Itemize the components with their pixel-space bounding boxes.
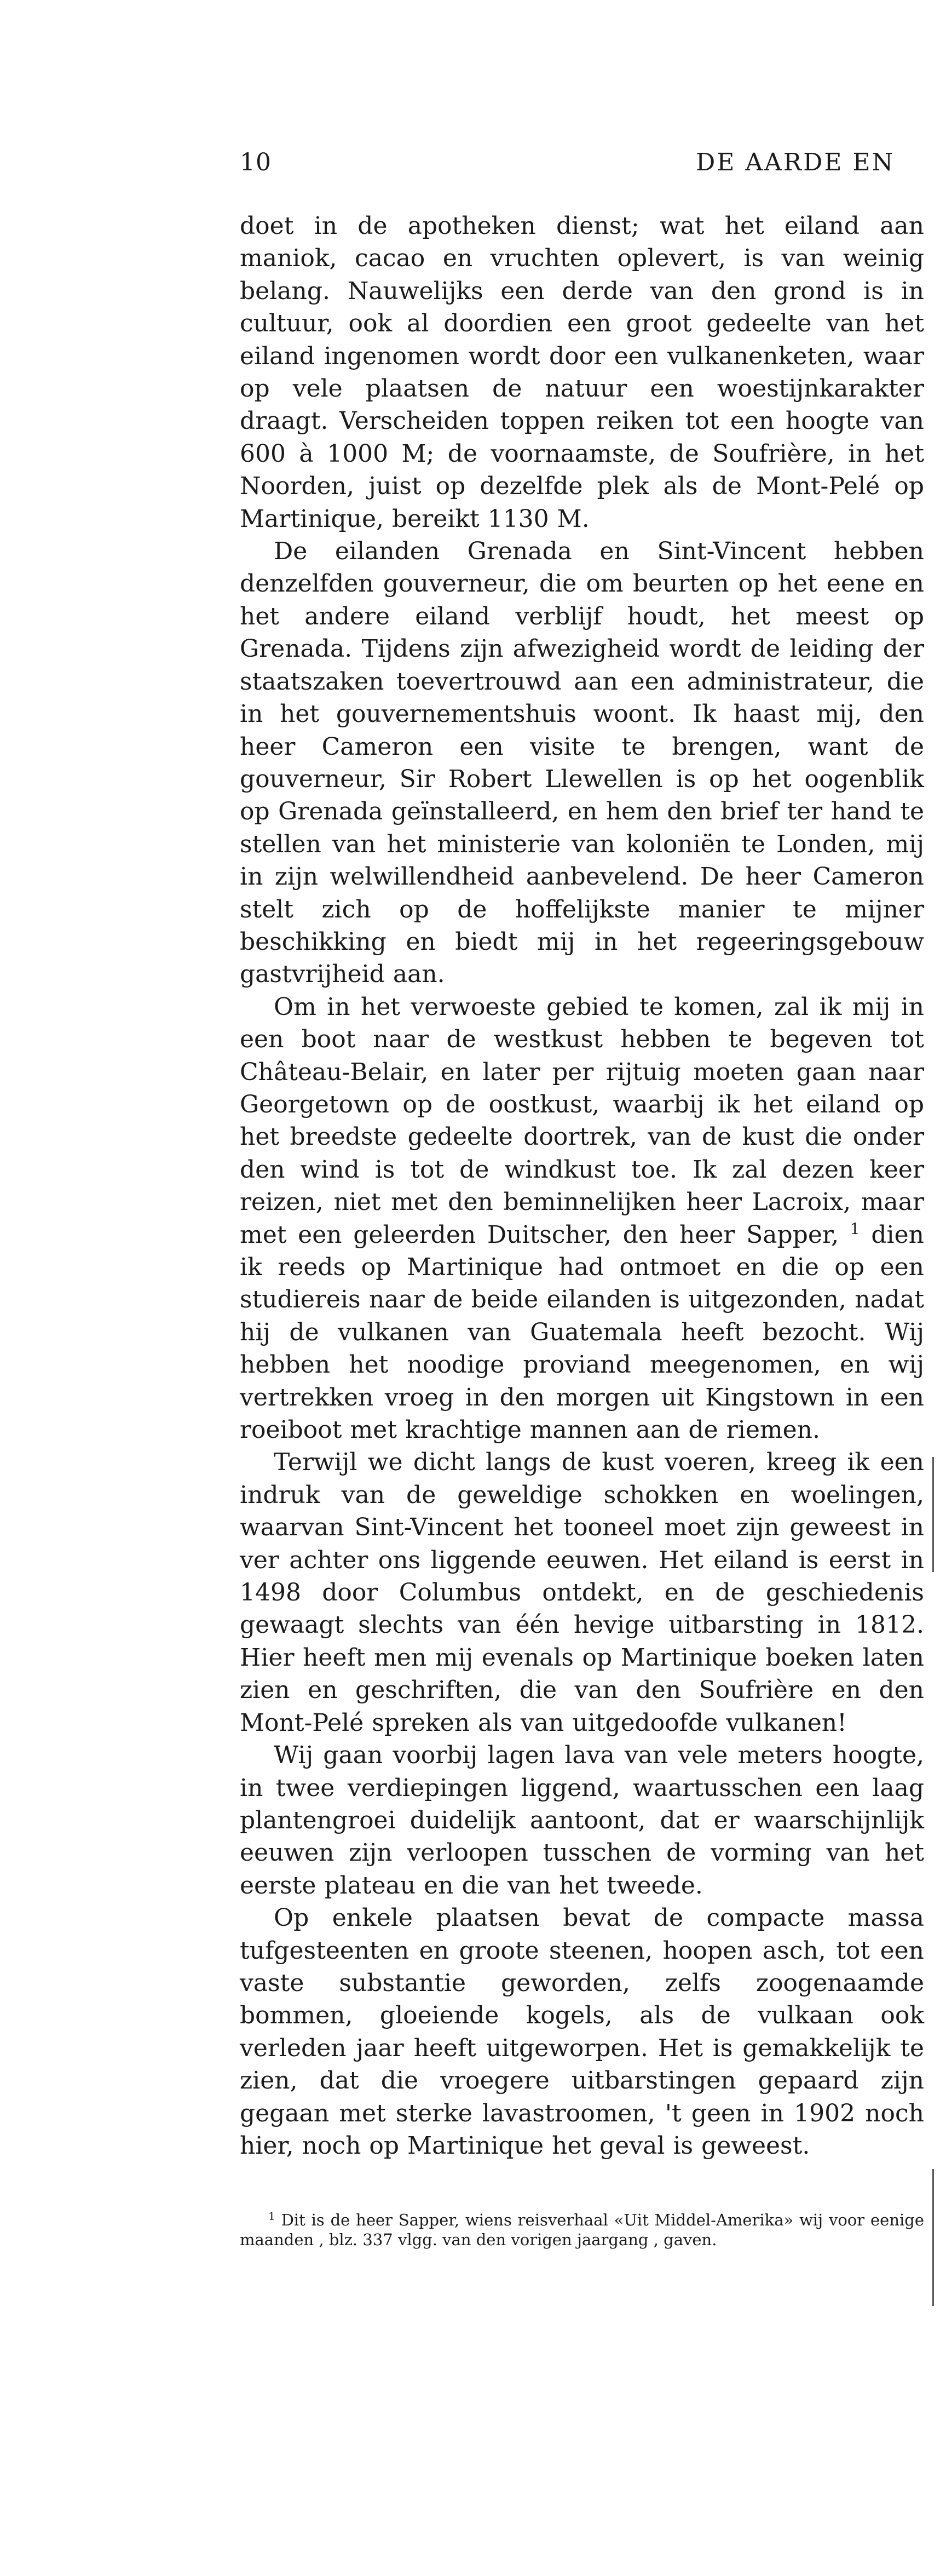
paragraph-3 xyxy=(240,991,924,1447)
margin-line-upper xyxy=(932,1457,934,1572)
running-head: DE AARDE EN xyxy=(696,148,895,176)
paragraph-5: Wij gaan voorbij lagen lava van vele meters hoogte, in twee verdiepingen liggend, waartusschen een laag plantengroei duidelijk aantoont, dat er waarschijnlijk eeuwen zijn verloopen tusschen de vorming van het eerste plateau en die van het tweede. xyxy=(240,1741,924,1900)
footnote xyxy=(240,2210,924,2250)
paragraph-3-text: Om in het verwoeste gebied te komen, zal ik mij in een boot naar de westkust hebben te begeven tot Château-Belair, en later per rijtuig moeten gaan naar Georgetown op de oostkust, waarbij ik het eiland op het breedste gedeelte doortrek, van de kust die onder den wind is tot de windkust toe. Ik zal dezen keer reizen, niet met den beminnelijken heer Lacroix, maar met een geleerden Duitscher, den heer Sapper, xyxy=(240,992,924,1249)
paragraph-4: Terwijl we dicht langs de kust voeren, kreeg ik een indruk van de geweldige schokken en woelingen, waarvan Sint-Vincent het tooneel moet zijn geweest in ver achter ons liggende eeuwen. Het eiland is eerst in 1498 door Columbus ontdekt, en de geschiedenis gewaagt slechts van één hevige uitbarsting in 1812. Hier heeft men mij evenals op Martinique boeken laten zien en geschriften, die van den Soufrière en den Mont-Pelé spreken als van uitgedoofde vulkanen! xyxy=(240,1448,924,1737)
page-number: 10 xyxy=(240,148,272,176)
paragraph-3-continuation: dien ik reeds op Martinique had ontmoet en die op een studiereis naar de beide eilanden is uitgezonden, nadat hij de vulkanen van Guatemala heeft bezocht. Wij hebben het noodige proviand meegenomen, en wij vertrekken vroeg in den morgen uit Kingstown in een roeiboot met krachtige mannen aan de riemen. xyxy=(240,1220,924,1444)
footnote-mark: 1 xyxy=(268,2210,275,2223)
paragraph-2: De eilanden Grenada en Sint-Vincent hebben denzelfden gouverneur, die om beurten op het eene en het andere eiland verblijf houdt, het meest op Grenada. Tijdens zijn afwezigheid wordt de leiding der staatszaken toevertrouwd aan een administrateur, die in het gouvernementshuis woont. Ik haast mij, den heer Cameron een visite te brengen, want de gouverneur, Sir Robert Llewellen is op het oogenblik op Grenada geïnstalleerd, en hem den brief ter hand te stellen van het ministerie van koloniën te Londen, mij in zijn welwillendheid aanbevelend. De heer Cameron stelt zich op de hoffelijkste manier te mijner beschikking en biedt mij in het regeeringsgebouw gastvrijheid aan. xyxy=(240,537,924,989)
page-header xyxy=(240,144,946,182)
paragraph-6: Op enkele plaatsen bevat de compacte massa tufgesteenten en groote steenen, hoopen asch, tot een vaste substantie geworden, zelfs zoogenaamde bommen, gloeiende kogels, als de vulkaan ook verleden jaar heeft uitgeworpen. Het is gemakkelijk te zien, dat die vroegere uitbarstingen gepaard zijn gegaan met sterke lavastroomen, 't geen in 1902 noch hier, noch op Martinique het geval is geweest. xyxy=(240,1904,924,2160)
footnote-reference: 1 xyxy=(850,1219,860,1238)
margin-line-lower xyxy=(932,2169,934,2306)
body-text xyxy=(240,210,924,2162)
paragraph-1: doet in de apotheken dienst; wat het eiland aan maniok, cacao en vruchten oplevert, is van weinig belang. Nauwelijks een derde van den grond is in cultuur, ook al doordien een groot gedeelte van het eiland ingenomen wordt door een vulkanenketen, waar op vele plaatsen de natuur een woestijnkarakter draagt. Verscheiden toppen reiken tot een hoogte van 600 à 1000 M; de voornaamste, de Soufrière, in het Noorden, juist op dezelfde plek als de Mont-Pelé op Martinique, bereikt 1130 M. xyxy=(240,212,924,533)
footnote-text: Dit is de heer Sapper, wiens reisverhaal «Uit Middel-Amerika» wij voor eenige maanden , blz. 337 vlgg. van den vorigen jaargang , gaven. xyxy=(240,2211,924,2249)
